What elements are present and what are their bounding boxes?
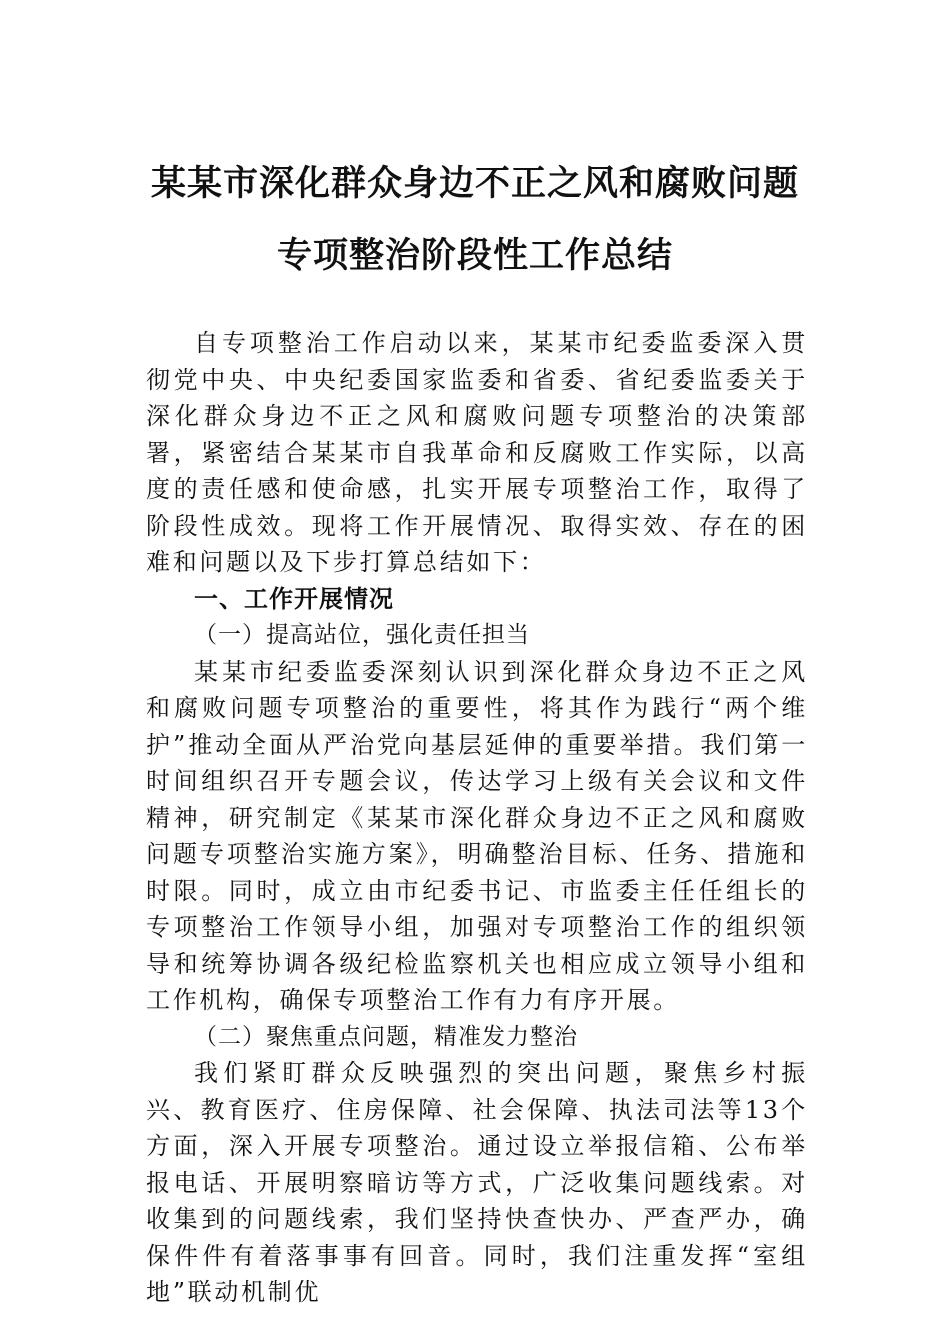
subsection-heading-responsibility: （一）提高站位，强化责任担当 bbox=[194, 622, 530, 648]
section-heading-work-status: 一、工作开展情况 bbox=[194, 584, 394, 613]
subsection-paragraph-responsibility: 某某市纪委监委深刻认识到深化群众身边不正之风和腐败问题专项整治的重要性，将其作为践行“两个维护”推动全面从严治党向基层延伸的重要举措。我们第一时间组织召开专题会议，传达学习上级有关会议和文件精神，研究制定《某某市深化群众身边不正之风和腐败问题专项整治实施方案》，明确整治目标、任务、措施和时限。同时，成立由市纪委书记、市监委主任任组长的专项整治工作领导小组，加强对专项整治工作的组织领导和统筹协调各级纪检监察机关也相应成立领导小组和工作机构，确保专项整治工作有力有序开展。 bbox=[146, 657, 808, 1014]
subsection-paragraph-key-issues: 我们紧盯群众反映强烈的突出问题，聚焦乡村振兴、教育医疗、住房保障、社会保障、执法司法等13个方面，深入开展专项整治。通过设立举报信箱、公布举报电话、开展明察暗访等方式，广泛收集问题线索。对收集到的问题线索，我们坚持快查快办、严查严办，确保件件有着落事事有回音。同时，我们注重发挥“室组地”联动机制优 bbox=[146, 1059, 808, 1306]
document-body bbox=[146, 325, 808, 1311]
document-title-line-2: 专项整治阶段性工作总结 bbox=[276, 235, 673, 276]
intro-paragraph: 自专项整治工作启动以来，某某市纪委监委深入贯彻党中央、中央纪委国家监委和省委、省纪委监委关于深化群众身边不正之风和腐败问题专项整治的决策部署，紧密结合某某市自我革命和反腐败工作实际，以高度的责任感和使命感，扎实开展专项整治工作，取得了阶段性成效。现将工作开展情况、取得实效、存在的困难和问题以及下步打算总结如下： bbox=[146, 329, 808, 576]
subsection-heading-key-issues: （二）聚焦重点问题，精准发力整治 bbox=[194, 1023, 578, 1050]
document-title-line-1: 某某市深化群众身边不正之风和腐败问题 bbox=[150, 163, 799, 204]
